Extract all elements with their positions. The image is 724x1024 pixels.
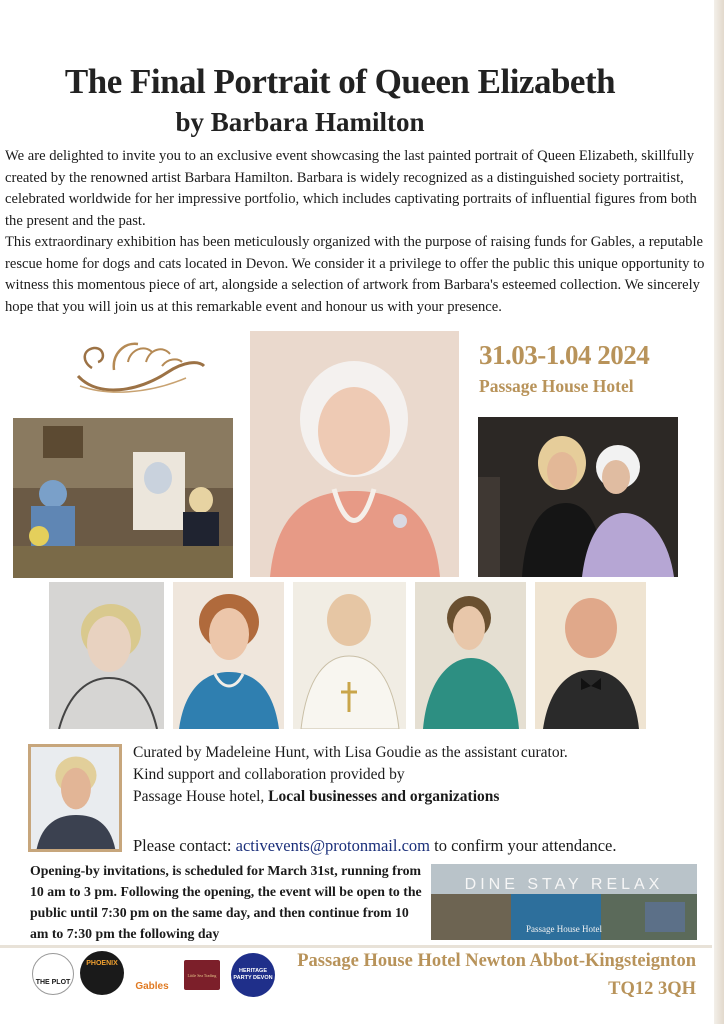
portrait-thatcher	[173, 582, 284, 729]
intro-text	[5, 146, 710, 318]
the-plot-logo-text: THE PLOT	[35, 978, 71, 986]
footer-postcode: TQ12 3QH	[608, 979, 696, 999]
event-venue: Passage House Hotel	[479, 376, 634, 396]
intro-paragraph-1: We are delighted to invite you to an exclusive event showcasing the last painted portrait of Queen Elizabeth, skillfully created by the renowned artist Barbara Hamilton. Barbara is widely recognized as a distinguished society portraitist, celebrated worldwide for her impressive portfolio, which includes captivating portraits of influential figures from both the present and the past.	[5, 148, 697, 229]
contact-email-link[interactable]: activevents@protonmail.com	[235, 836, 430, 855]
queen-portrait-painting	[250, 331, 459, 577]
phoenix-logo-text: PHOENIX	[86, 959, 118, 967]
heritage-party-devon-logo-text: HERITAGE PARTY DEVON	[233, 968, 273, 981]
opening-schedule: Opening-by invitations, is scheduled for March 31st, running from 10 am to 3 pm. Following the opening, the event will be open to the public until 7:30 pm on the same day, and then continue from 10 am to 7:30 pm the following day	[30, 863, 422, 941]
hotel-banner-image	[431, 864, 697, 940]
phoenix-logo	[80, 951, 124, 995]
portrait-woman-sketch	[49, 582, 164, 729]
credits-hotel: Passage House hotel,	[133, 788, 269, 805]
flourish-ornament	[68, 332, 208, 398]
little-sea-trading-logo-text: Little Sea Trading	[187, 972, 217, 978]
page-subtitle: by Barbara Hamilton	[175, 107, 425, 137]
portrait-princess-anne	[415, 582, 526, 729]
credits-support: Kind support and collaboration provided by	[133, 766, 405, 783]
gables-logo-text: Gables	[135, 980, 169, 992]
heritage-party-devon-logo	[231, 953, 275, 997]
artist-painting-photo	[13, 418, 233, 578]
queen-with-artist-photo	[478, 417, 678, 577]
contact-suffix: to confirm your attendance.	[430, 836, 617, 855]
footer-address: Passage House Hotel Newton Abbot-Kingsteignton	[297, 951, 696, 971]
credits-local-businesses: Local businesses and organizations	[268, 788, 500, 805]
hotel-banner-name: Passage House Hotel	[526, 924, 602, 934]
curator-photo	[28, 744, 122, 852]
event-date: 31.03-1.04 2024	[479, 340, 650, 370]
credits-curators: Curated by Madeleine Hunt, with Lisa Goudie as the assistant curator.	[133, 744, 568, 761]
contact-line	[133, 836, 616, 856]
portrait-churchill	[535, 582, 646, 729]
hotel-banner-tagline: DINE STAY RELAX	[464, 876, 664, 893]
credits-block	[133, 742, 568, 808]
gables-logo	[131, 954, 173, 996]
footer-divider	[0, 945, 712, 948]
contact-prefix: Please contact:	[133, 836, 236, 855]
intro-paragraph-2: This extraordinary exhibition has been meticulously organized with the purpose of raising funds for Gables, a reputable rescue home for dogs and cats located in Devon. We consider it a privilege to offer the public this unique opportunity to witness this momentous piece of art, alongside a selection of artwork from Barbara's esteemed collection. We sincerely hope that you will join us at this remarkable event and honour us with your presence.	[5, 234, 705, 315]
little-sea-trading-logo	[184, 960, 220, 990]
credits-partners	[133, 786, 568, 808]
page-title: The Final Portrait of Queen Elizabeth	[64, 62, 616, 101]
portrait-pope	[293, 582, 406, 729]
right-edge-shadow	[714, 0, 724, 1024]
the-plot-logo	[32, 953, 74, 995]
